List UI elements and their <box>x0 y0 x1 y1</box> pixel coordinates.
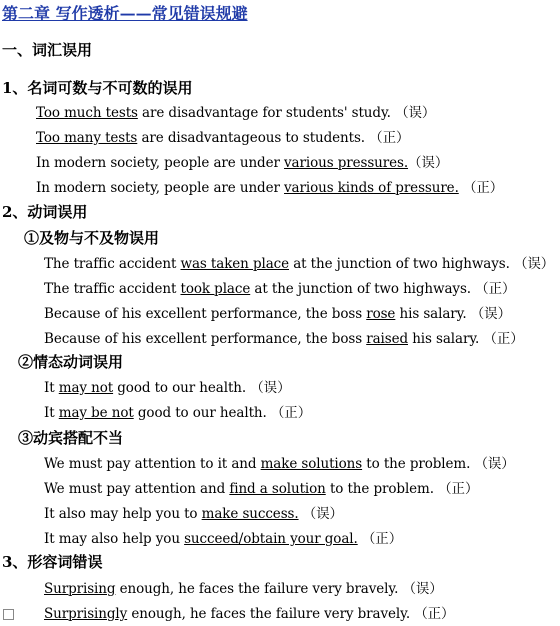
sentence-text: （正） <box>357 531 403 547</box>
example-sentence <box>44 403 311 423</box>
sentence-text: at the junction of two highways. （正） <box>250 281 516 297</box>
section-heading: ②情态动词误用 <box>18 353 124 371</box>
sentence-text: his salary. （正） <box>408 331 524 347</box>
sentence-text: good to our health. （误） <box>113 380 291 396</box>
sentence-text: We must pay attention and <box>44 481 230 497</box>
sentence-text: It may also help you <box>44 531 185 547</box>
underlined-phrase: various kinds of pressure. <box>284 180 459 196</box>
section-heading: 3、形容词错误 <box>2 553 103 571</box>
underlined-phrase: may not <box>58 380 114 396</box>
sentence-text: Because of his excellent performance, the boss <box>44 331 367 347</box>
example-sentence <box>44 378 290 398</box>
sentence-text: good to our health. （正） <box>133 405 312 421</box>
example-sentence <box>44 454 515 474</box>
underlined-phrase: make solutions <box>260 456 363 472</box>
example-sentence <box>36 128 409 148</box>
example-sentence <box>44 254 554 274</box>
example-sentence <box>44 479 478 499</box>
underlined-phrase: took place <box>180 281 251 297</box>
sentence-text: are disadvantage for students' study. （误） <box>137 105 436 121</box>
underlined-phrase: Surprisingly <box>44 606 128 622</box>
sentence-text: Because of his excellent performance, the boss <box>44 306 367 322</box>
section-heading: ①及物与不及物误用 <box>24 229 160 247</box>
sentence-text: In modern society, people are under <box>36 180 285 196</box>
checkbox-icon <box>3 604 18 624</box>
sentence-text: enough, he faces the failure very bravely. （误） <box>115 581 443 597</box>
sentence-text: his salary. （误） <box>395 306 511 322</box>
sentence-text: （误） <box>408 155 449 171</box>
sentence-text: It <box>44 380 59 396</box>
sentence-text: are disadvantageous to students. （正） <box>137 130 410 146</box>
underlined-phrase: succeed/obtain your goal. <box>184 531 358 547</box>
underlined-phrase: rose <box>366 306 396 322</box>
sentence-text: enough, he faces the failure very bravely. （正） <box>127 606 455 622</box>
sentence-text: We must pay attention to it and <box>44 456 261 472</box>
example-sentence <box>44 604 454 624</box>
underlined-phrase: make success. <box>201 506 299 522</box>
underlined-phrase: Too much tests <box>36 105 138 121</box>
section-heading: 2、动词误用 <box>2 203 88 221</box>
sentence-text: （误） <box>298 506 343 522</box>
sentence-text: The traffic accident <box>44 281 181 297</box>
example-sentence <box>36 178 503 198</box>
example-sentence <box>44 304 511 324</box>
example-sentence <box>36 153 448 173</box>
sentence-text: In modern society, people are under <box>36 155 285 171</box>
underlined-phrase: raised <box>366 331 408 347</box>
page-title: 第二章 写作透析——常见错误规避 <box>2 4 248 23</box>
section-heading: 一、词汇误用 <box>2 41 93 59</box>
example-sentence <box>44 329 524 349</box>
example-sentence <box>44 279 515 299</box>
section-heading: 1、名词可数与不可数的误用 <box>2 79 193 97</box>
example-sentence <box>36 103 435 123</box>
example-sentence <box>44 529 402 549</box>
underlined-phrase: was taken place <box>180 256 290 272</box>
example-sentence <box>44 579 443 599</box>
underlined-phrase: find a solution <box>229 481 326 497</box>
underlined-phrase: Too many tests <box>36 130 138 146</box>
underlined-phrase: Surprising <box>44 581 116 597</box>
sentence-text: It <box>44 405 59 421</box>
sentence-text: （正） <box>458 180 504 196</box>
underlined-phrase: various pressures. <box>284 155 409 171</box>
underlined-phrase: may be not <box>58 405 134 421</box>
example-sentence <box>44 504 343 524</box>
section-heading: ③动宾搭配不当 <box>18 429 124 447</box>
sentence-text: to the problem. （误） <box>362 456 515 472</box>
sentence-text: at the junction of two highways. （误） <box>289 256 555 272</box>
sentence-text: to the problem. （正） <box>325 481 479 497</box>
sentence-text: It also may help you to <box>44 506 202 522</box>
sentence-text: The traffic accident <box>44 256 181 272</box>
